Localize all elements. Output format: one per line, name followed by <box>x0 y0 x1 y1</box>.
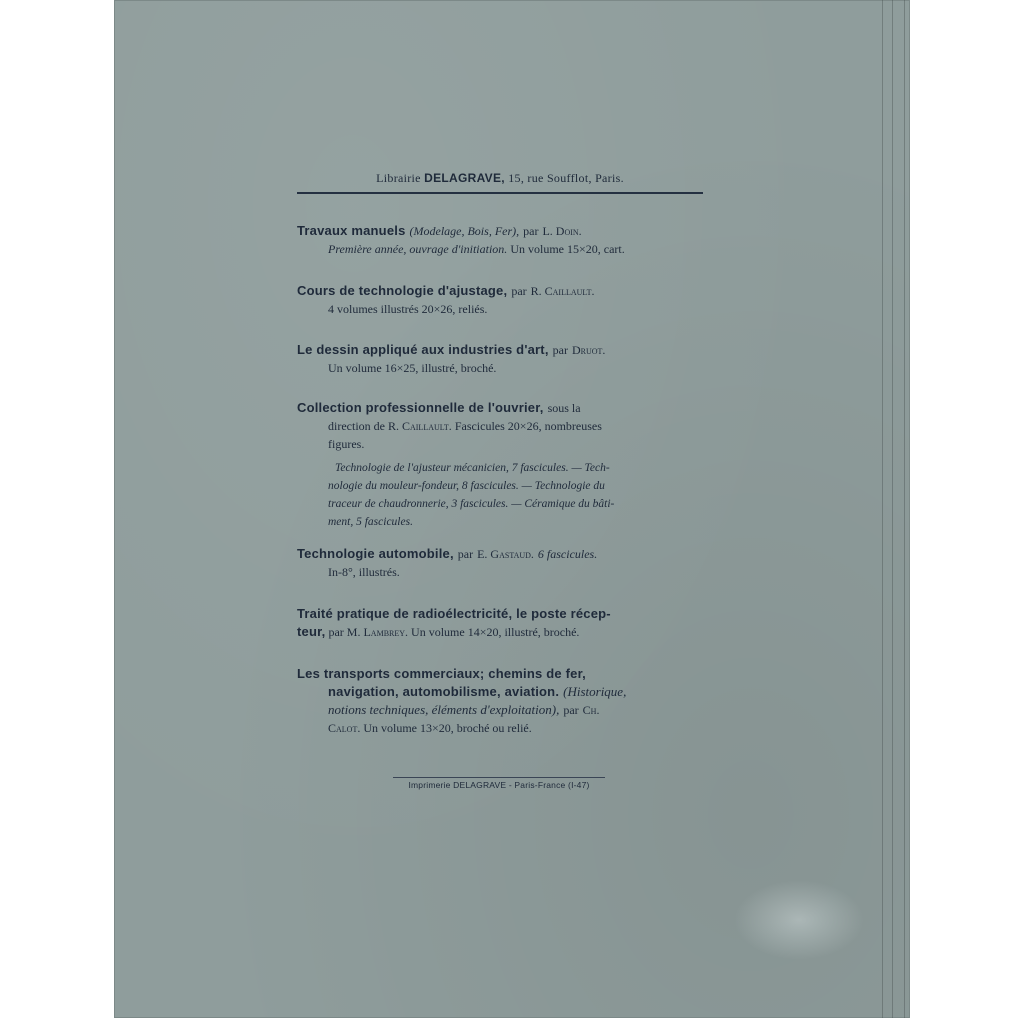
entry-title: Collection professionnelle de l'ouvrier, <box>297 400 544 415</box>
entry-by: par <box>511 284 527 298</box>
entry-title: Traité pratique de radioélectricité, le poste récep- <box>297 606 611 621</box>
publisher-header <box>297 171 703 194</box>
entry-detail: Un volume 15×20, cart. <box>510 242 625 256</box>
fascicule-line: Technologie de l'ajusteur mécanicien, 7 fascicules. — Tech- <box>335 462 610 474</box>
entry-detail: Un volume 16×25, illustré, broché. <box>328 361 497 375</box>
catalog-entry-travaux-manuels <box>297 222 704 258</box>
catalog-entry-technologie-automobile <box>297 545 704 581</box>
catalog-entry-dessin-applique <box>297 341 704 377</box>
catalog-entry-collection-professionnelle <box>297 399 704 531</box>
header-prefix: Librairie <box>376 171 421 185</box>
entry-title-italic: (Historique, <box>563 684 627 699</box>
header-address: 15, rue Soufflot, Paris. <box>508 171 624 185</box>
page-edge-line <box>882 0 883 1018</box>
entry-detail: 4 volumes illustrés 20×26, reliés. <box>328 302 488 316</box>
printer-imprint: Imprimerie DELAGRAVE - Paris-France (I-47) <box>393 777 605 790</box>
fascicule-line: nologie du mouleur-fondeur, 8 fascicules. — Technologie du <box>328 480 605 492</box>
header-publisher: DELAGRAVE, <box>424 171 505 185</box>
paper-stain <box>734 880 864 960</box>
entry-title-continued: teur, <box>297 624 326 639</box>
entry-detail: direction de <box>328 419 385 433</box>
entry-fascicule-list <box>297 459 704 531</box>
entry-by: par <box>563 703 579 717</box>
entry-detail-italic: notions techniques, éléments d'exploitation), <box>328 702 560 717</box>
entry-by: sous la <box>547 401 581 415</box>
entry-by: par <box>523 224 539 238</box>
entry-author: Ch. <box>582 703 600 717</box>
entry-author: Druot. <box>571 343 606 357</box>
entry-detail: Fascicules 20×26, nombreuses <box>454 419 602 433</box>
entry-by: par <box>552 343 568 357</box>
entry-author: Calot. <box>328 721 361 735</box>
entry-author: M. Lambrey. <box>346 625 409 639</box>
catalog-entry-transports-commerciaux <box>297 665 704 737</box>
entry-title: Travaux manuels <box>297 223 406 238</box>
catalog-entry-radioelectricite <box>297 605 704 641</box>
entry-title: Le dessin appliqué aux industries d'art, <box>297 342 549 357</box>
entry-author: L. Doin. <box>542 224 582 238</box>
entry-by: par <box>457 547 474 561</box>
page-edge-line <box>904 0 905 1018</box>
entry-title: Technologie automobile, <box>297 546 454 561</box>
catalog-entry-cours-technologie <box>297 282 704 318</box>
entry-author: E. Gastaud. <box>477 547 534 561</box>
entry-title-continued: navigation, automobilisme, aviation. <box>328 684 560 699</box>
entry-title: Cours de technologie d'ajustage, <box>297 283 508 298</box>
entry-detail: In-8°, illustrés. <box>328 565 400 579</box>
fascicule-line: ment, 5 fascicules. <box>328 516 413 528</box>
entry-title-italic: 6 fascicules. <box>537 547 598 561</box>
fascicule-line: traceur de chaudronnerie, 3 fascicules. — Céramique du bâti- <box>328 498 615 510</box>
entry-detail: Un volume 14×20, illustré, broché. <box>411 625 580 639</box>
entry-detail-italic: Première année, ouvrage d'initiation. <box>328 242 508 256</box>
entry-author: R. Caillault. <box>387 419 452 433</box>
entry-by: par <box>328 625 344 639</box>
entry-author: R. Caillault. <box>530 284 595 298</box>
page-edge-line <box>892 0 893 1018</box>
entry-detail: figures. <box>328 437 365 451</box>
entry-detail: Un volume 13×20, broché ou relié. <box>363 721 532 735</box>
entry-title-italic: (Modelage, Bois, Fer), <box>409 224 520 238</box>
entry-title: Les transports commerciaux; chemins de fer, <box>297 666 586 681</box>
